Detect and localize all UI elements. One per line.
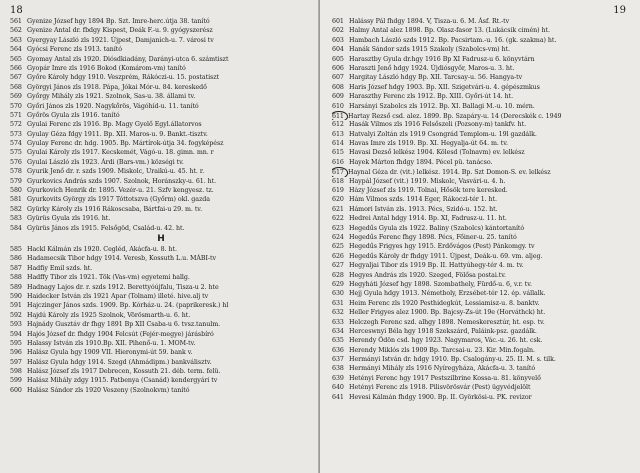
- list-item: [10, 348, 312, 357]
- entry-number: 625: [332, 243, 344, 251]
- entry-text: Hajnády Gusztáv dr fhgy 1891 Bp XII Csaba-u 6. tvsz.tanulm.: [27, 321, 221, 329]
- entry-number: 614: [332, 140, 344, 148]
- entry-text: Hajczinger János szds. 1909. Bp. Kórház-u. 24. (paprikeresk.) hl: [27, 302, 229, 310]
- entry-text: Gyurkovics András szds 1907. Szolnok, Horánszky-u. 61. ht.: [27, 177, 217, 185]
- entry-text: Gyulai Ferenc zls 1916. Bp. Magy Gyelő Egyl.állatorvos: [27, 121, 202, 129]
- entry-text: Halász József zls 1917 Debrecen, Kossuth 21. déb. term. felü.: [27, 368, 221, 376]
- list-item: [10, 177, 312, 186]
- entry-text: Hajós József dr. fhdgy 1904 Felcsút (Fejér-megye) járásbíró: [27, 330, 214, 338]
- list-item: [332, 242, 632, 251]
- list-item: [10, 301, 312, 310]
- entry-text: Győri János zls 1920. Nagykőrös, Vágóhíd-u. 11. tanító: [27, 102, 199, 110]
- entry-text: Haidecker István zls 1921 Apar (Tolnam) illeté. hive.alj tv: [27, 292, 209, 300]
- entry-text: Hegedűs Károly dr fhdgy 1911. Újpest, Deák-u. 69. vm. aljeg.: [349, 252, 543, 260]
- page-number-right: 19: [613, 5, 626, 16]
- list-item: [10, 386, 312, 395]
- page-number-left: 18: [10, 5, 23, 16]
- list-item: [332, 214, 632, 223]
- entry-number: 596: [10, 349, 22, 357]
- entry-text: Hámori István zls. 1913. Pécs, Szidó-u. 152. ht.: [349, 205, 498, 213]
- entry-number: 561: [10, 18, 22, 25]
- entry-text: Gyulay Ferenc dr. hdg. 1905. Bp. Mártírok-útja 34. fogyképész: [27, 140, 224, 148]
- list-item: [10, 45, 312, 54]
- entry-number: 601: [332, 18, 344, 25]
- entry-text: Halassy István zls 1910.Bp. XII. Pihenő-u. 1. MOM-tv.: [27, 339, 196, 347]
- list-item: [332, 308, 632, 317]
- list-item: [332, 374, 632, 383]
- list-item: [332, 139, 632, 148]
- entry-text: Gyulay Géza fdgy 1911. Bp. XII. Maros-u. 9. Bankt.-tisztv.: [27, 130, 208, 138]
- list-item: [10, 83, 312, 92]
- entry-number: 573: [10, 130, 22, 138]
- entry-text: Hadffy Tibor zls 1921. Tök (Vas-vm) egyetemi hallg.: [27, 274, 190, 282]
- entry-number: 563: [10, 36, 22, 44]
- entry-text: Heim Ferenc zls 1920 Pesthidegkút, Lessiamisz-u. 8. banktv.: [349, 299, 540, 307]
- entry-text: Haynal Géza dr. (vit.) lelkész. 1914. Bp. Szt Domon-S. ev. lelkész: [348, 169, 551, 177]
- entry-text: Györgyi János zls 1918. Pápa, Jókai Mór-u. 84. kereskedő: [27, 83, 207, 91]
- entry-text: Hayek Márton fhdgy 1894. Pécel pü. tanácso.: [349, 158, 493, 166]
- entry-text: Havas Imre zls 1919. Bp. XI. Hegyalja-út 64. m. tv.: [349, 140, 508, 148]
- entry-number: 571: [10, 111, 22, 119]
- entry-number: 583: [10, 215, 22, 223]
- list-item: [10, 17, 312, 26]
- entry-number: 588: [10, 274, 22, 282]
- list-item: [332, 393, 632, 402]
- list-item: [332, 158, 632, 167]
- list-item: [332, 205, 632, 214]
- list-item: [10, 186, 312, 195]
- list-item: [332, 364, 632, 373]
- entry-text: Harasztby Gyula dr.hgy 1916 Bp XI Fadrusz-u 6. könyvtárn: [349, 55, 535, 63]
- entry-number: 633: [332, 318, 344, 326]
- entry-text: Gyenize József hgy 1894 Bp. Szt. Imre-herc.útja 38. tanító: [27, 18, 210, 25]
- list-item: [10, 283, 312, 292]
- entry-text: Halász Gyula hgy 1909 VII. Hieronymi-út 59. bank v.: [27, 349, 193, 357]
- entry-text: Hegyháti József hgy 1898. Szombathely, Fürdő-u. 6, v.r. tv.: [349, 280, 532, 288]
- entry-text: Hegedűs Gyula zls 1922. Baliny (Szabolcs) kántortanító: [349, 224, 525, 232]
- entry-number: 628: [332, 271, 344, 279]
- entry-text: Gyergyay László zls 1921. Újpest, Damjanich-u. 7. városi tv: [27, 36, 214, 44]
- list-item: [10, 55, 312, 64]
- entry-number: 591: [10, 302, 22, 310]
- list-item: [332, 271, 632, 280]
- entry-number: 616: [332, 158, 344, 166]
- list-item: [332, 233, 632, 242]
- list-item: [332, 346, 632, 355]
- entry-text: Hegyaljai Tibor zls 1919 Bp. II. Hattyúhegy-tér 4. m. tv.: [349, 262, 524, 270]
- list-item: [332, 64, 632, 73]
- entry-number: 578: [10, 168, 22, 176]
- entry-text: Házy József zls 1919. Tolnai, Hősök tere keresked.: [349, 187, 508, 195]
- entry-text: Hám Vilmos szds. 1914 Eger, Rákoczi-tér 1. ht.: [349, 196, 497, 204]
- list-item: [10, 254, 312, 263]
- list-item: [332, 83, 632, 92]
- entry-number: 597: [10, 358, 22, 366]
- entry-number: 624: [332, 233, 344, 241]
- entry-text: Hermányi István dr. hdgy 1910. Bp. Csalogány-u. 25. II. M. s. tilk.: [349, 356, 556, 364]
- list-item: [332, 299, 632, 308]
- list-item: [332, 336, 632, 345]
- entry-number: 565: [10, 55, 22, 63]
- list-item: [332, 355, 632, 364]
- entry-text: Hadfiy Emil szds. ht.: [27, 264, 93, 272]
- list-item: [332, 111, 632, 120]
- entry-text: Herendy Miklós zls 1909 Bp. Tarcsai-u. 23. Kir. Min.fogaln.: [349, 346, 535, 354]
- list-item: [10, 148, 312, 157]
- entry-text: Hadamecsik Tibor hdgy 1914. Veresb, Kossuth L.u. MÁBI-tv: [27, 255, 216, 263]
- entry-number: 638: [332, 365, 344, 373]
- entry-number: 634: [332, 327, 344, 335]
- entry-number: 574: [10, 140, 22, 148]
- list-item: [332, 289, 632, 298]
- list-item: [332, 55, 632, 64]
- entry-number: 610: [332, 102, 344, 110]
- list-item: [10, 214, 312, 223]
- entry-text: Halász Mihály zdgy 1915. Patbenya (Csanád) kendergyári tv: [27, 377, 218, 385]
- entry-number: 594: [10, 330, 22, 338]
- entry-number: 613: [332, 130, 344, 138]
- entry-number: 598: [10, 368, 22, 376]
- list-item: [332, 195, 632, 204]
- list-item: [332, 383, 632, 392]
- entry-number: 603: [332, 36, 344, 44]
- entry-number: 569: [10, 93, 22, 101]
- list-item: [332, 148, 632, 157]
- list-item: [10, 26, 312, 35]
- entry-number: 609: [332, 93, 344, 101]
- entry-text: Herendy Ödön csd. hgy 1923. Nagymaros, Vác.-u. 26. ht. csk.: [349, 337, 543, 345]
- entry-text: Hackl Kálmán zls 1920. Cegléd, Akácfa-u. 8. ht.: [27, 245, 177, 253]
- list-item: [10, 167, 312, 176]
- entry-number: 580: [10, 187, 22, 195]
- entry-number: 640: [332, 384, 344, 392]
- entry-text: Hambach László szds 1912. Bp. Pacsirtam.-u. 16. (gk. szakma) ht.: [349, 36, 557, 44]
- list-item: [332, 280, 632, 289]
- entry-text: Haris József hdgy 1903. Bp. XII. Szigetvári-u. 4. gépészmkus: [349, 83, 540, 91]
- list-item: [10, 92, 312, 101]
- entry-number: 605: [332, 55, 344, 63]
- entry-text: Helczegh Ferenc szd. alhgy 1898. Nemeskeresztúr, ht. esp. tv.: [349, 318, 545, 326]
- entry-number: 621: [332, 205, 344, 213]
- entry-text: Gyenize Antal dr. fbdgy Kispest, Deák F.-u. 9. gyógyszerész: [27, 27, 213, 35]
- entry-number: 608: [332, 83, 344, 91]
- list-item: [332, 224, 632, 233]
- entry-list-h: [10, 245, 312, 395]
- entry-number: 615: [332, 149, 344, 157]
- list-item: [332, 327, 632, 336]
- entry-number: 619: [332, 187, 344, 195]
- entry-text: Gyulai Károly zls 1917. Kecskemét, Vágó-u. 18. gimn. mn. r: [27, 149, 214, 157]
- entry-number: 611: [332, 111, 348, 120]
- entry-text: Hetényi Ferenc zls 1918. Pilisvörösvár (Pest) ügyvédjelölt: [349, 384, 531, 392]
- entry-text: Hermányi Mihály zls 1916 Nyíregyháza, Akácfa-u. 3. tanító: [349, 365, 536, 373]
- list-item: [332, 36, 632, 45]
- list-item: [10, 273, 312, 282]
- entry-number: 600: [10, 386, 22, 394]
- entry-number: 566: [10, 64, 22, 72]
- entry-number: 636: [332, 346, 344, 354]
- entry-text: Halász Gyula hdgy 1914. Szegd (Ahmádipm.) bankválisztv.: [27, 358, 212, 366]
- list-item: [10, 311, 312, 320]
- entry-text: Gyurik Jenő dr. r. szds 1909. Miskolc, Uraikú-u. 45. ht. r.: [27, 168, 205, 176]
- entry-text: Gyulai László zls 1923. Árdi (Bars-vm.) községi tv.: [27, 158, 184, 166]
- entry-number: 567: [10, 74, 22, 82]
- entry-text: Hajdú Károly zls 1925 Szolnok, Vörösmarth-u. 6. ht.: [27, 311, 191, 319]
- entry-number: 620: [332, 196, 344, 204]
- entry-number: 576: [10, 158, 22, 166]
- entry-text: Győrgy Mihály zls 1921. Szolnok, Sas-u. 38. állami tv.: [27, 93, 196, 101]
- list-item: [10, 330, 312, 339]
- entry-number: 584: [10, 224, 22, 232]
- entry-number: 595: [10, 339, 22, 347]
- entry-number: 617: [332, 167, 348, 176]
- entry-text: Gyopár Imre zls 1916 Bokod (Komárom-vm) tanító: [27, 64, 186, 72]
- list-item: [10, 320, 312, 329]
- entry-list-g: [10, 17, 312, 233]
- entry-text: Haraszti Jenő hdgy 1924. Újdiósgyőr, Maros-u. 3. ht.: [349, 64, 515, 72]
- entry-number: 575: [10, 149, 22, 157]
- list-item: [332, 26, 632, 35]
- list-item: [10, 130, 312, 139]
- entry-text: Halász Sándor zls 1920 Veszeny (Szolnokvm) tanító: [27, 386, 190, 394]
- list-item: [10, 367, 312, 376]
- entry-number: 590: [10, 292, 22, 300]
- entry-number: 641: [332, 393, 344, 401]
- list-item: [332, 167, 632, 176]
- list-item: [10, 224, 312, 233]
- list-item: [10, 245, 312, 254]
- entry-number: 582: [10, 205, 22, 213]
- list-item: [10, 205, 312, 214]
- entry-number: 585: [10, 245, 22, 253]
- entry-number: 606: [332, 64, 344, 72]
- entry-text: Hedrei Antal hdgy 1914. Bp. XI, Fadrusz-u. 11. ht.: [349, 215, 507, 223]
- entry-text: Gyurkovits György zls 1917 Tóttotszva (Győrm) okl. gazda: [27, 196, 210, 204]
- entry-text: Hegyes András zls 1920. Szeged, Fölősa postai.tv.: [349, 271, 506, 279]
- entry-number: 630: [332, 290, 344, 298]
- list-item: [332, 102, 632, 111]
- entry-number: 592: [10, 311, 22, 319]
- entry-number: 564: [10, 46, 22, 54]
- entry-text: Herceswnyi Béla hgy 1918 Szekszárd, Paláink-psz. gazdálk.: [349, 327, 537, 335]
- entry-text: Hegedűs Frigyes hgy 1915. Erdővágos (Pest) Pánkomgy. tv: [349, 243, 535, 251]
- entry-text: Haraszthy Ferenc zls 1912. Bp. XIII. Győri-út 14. ht.: [349, 93, 514, 101]
- entry-text: Hasák Vilmos zls 1916 Felsőszeli (Pozsony-m) tankfv. ht.: [349, 121, 527, 129]
- list-item: [332, 186, 632, 195]
- list-item: [10, 264, 312, 273]
- list-item: [10, 73, 312, 82]
- entry-number: 631: [332, 299, 344, 307]
- entry-text: Gyürüs János zls 1915. Felsőgöd, Család-u. 42. ht.: [27, 224, 185, 232]
- entry-text: Hanák Sándor szds 1915 Szakoly (Szabolcs-vm) ht.: [349, 46, 510, 54]
- list-item: [332, 261, 632, 270]
- entry-list-right: [332, 17, 632, 402]
- list-item: [10, 111, 312, 120]
- entry-number: 599: [10, 377, 22, 385]
- entry-text: Hetényi Ferenc hgy 1917 Pestszilbrine Kossa-u. 81. könyvelő: [349, 374, 541, 382]
- entry-number: 568: [10, 83, 22, 91]
- entry-text: Gyurkovich Henrik dr. 1895. Vezér-u. 21. Szfv kengyesz. tz.: [27, 187, 214, 195]
- entry-number: 623: [332, 224, 344, 232]
- entry-text: Hejj Gyula hdgy 1913. Németboly, Erzsébet-tér 12. ép. vállalk.: [349, 290, 546, 298]
- entry-text: Hevesi Kálmán fhdgy 1900. Bp. II. Györkösi-u. PK. revizor: [349, 393, 532, 401]
- entry-number: 562: [10, 27, 22, 35]
- list-item: [10, 376, 312, 385]
- entry-number: 604: [332, 46, 344, 54]
- entry-text: Halmy Antal alez 1898. Bp. Olasz-fasor 13. (Lukácsik cimén) ht.: [349, 27, 550, 35]
- list-item: [10, 339, 312, 348]
- entry-number: 587: [10, 264, 22, 272]
- list-item: [332, 73, 632, 82]
- entry-text: Hegedűs Ferenc fhgy 1898. Pécs, Főiner-u. 25. tanító: [349, 233, 517, 241]
- entry-text: Győre Károly hdgy 1910. Veszprém, Rákóczi-u. 15. postatiszt: [27, 74, 219, 82]
- entry-number: 612: [332, 121, 344, 129]
- list-item: [10, 120, 312, 129]
- list-item: [10, 64, 312, 73]
- entry-text: Gyomay Antal zls 1920. Diósdkiadány, Darányi-utca 6. számtiszt: [27, 55, 229, 63]
- entry-number: 570: [10, 102, 22, 110]
- entry-text: Hartay Rezső csd. alez. 1899. Bp. Szapáry-u. 14 (Derecskék c. 1949: [348, 112, 562, 120]
- entry-text: Gyürky Károly zls 1916 Rákoscsaba, Bártfai-u 29. m. tv.: [27, 205, 203, 213]
- entry-text: Győrös Gyula zls 1916. tanító: [27, 111, 120, 119]
- entry-number: 635: [332, 337, 344, 345]
- entry-number: 629: [332, 280, 344, 288]
- entry-number: 632: [332, 309, 344, 317]
- entry-number: 581: [10, 196, 22, 204]
- entry-number: 639: [332, 374, 344, 382]
- entry-number: 586: [10, 255, 22, 263]
- list-item: [10, 195, 312, 204]
- list-item: [332, 120, 632, 129]
- entry-number: 602: [332, 27, 344, 35]
- entry-text: Haypál József (vit.) 1919. Miskolc, Vasvári-u. 4. h.: [349, 177, 506, 185]
- entry-text: Havasi Dezső lelkész 1904. Kölesd (Tolnavm) ev. lelkész: [349, 149, 525, 157]
- list-item: [332, 130, 632, 139]
- entry-number: 593: [10, 321, 22, 329]
- entry-text: Gyürüs Gyula zls 1916. ht.: [27, 215, 111, 223]
- entry-number: 589: [10, 283, 22, 291]
- entry-number: 607: [332, 74, 344, 82]
- list-item: [332, 45, 632, 54]
- entry-number: 627: [332, 262, 344, 270]
- list-item: [332, 92, 632, 101]
- entry-number: 622: [332, 215, 344, 223]
- entry-number: 637: [332, 356, 344, 364]
- list-item: [332, 177, 632, 186]
- section-letter: H: [157, 233, 165, 244]
- entry-number: 626: [332, 252, 344, 260]
- entry-number: 572: [10, 121, 22, 129]
- list-item: [332, 318, 632, 327]
- list-item: [10, 358, 312, 367]
- right-page: [320, 0, 640, 473]
- list-item: [10, 36, 312, 45]
- entry-text: Halássy Pál fhdgy 1894. V, Tisza-u. 6. M. Ásf. Rt.-tv: [349, 18, 510, 25]
- entry-text: Hatvalyi Zoltán zls 1919 Csongrád Templom-u. 19l gazdálk.: [349, 130, 537, 138]
- list-item: [10, 102, 312, 111]
- entry-number: 579: [10, 177, 22, 185]
- entry-number: 618: [332, 177, 344, 185]
- entry-text: Gyócsi Ferenc zls 1913. tanító: [27, 46, 122, 54]
- entry-text: Harsányi Szabolcs zls 1912. Bp. XI. Ballagi M.-u. 10. mérn.: [349, 102, 535, 110]
- entry-text: Heller Frigyes alez 1900. Bp. Bajcsy-Zs-út 19e (Horváthck) ht.: [349, 309, 546, 317]
- entry-text: Hargitay László hdgy Bp. XII. Tarcsay-u. 56. Hangya-tv: [349, 74, 523, 82]
- list-item: [332, 252, 632, 261]
- list-item: [332, 17, 632, 26]
- list-item: [10, 158, 312, 167]
- list-item: [10, 292, 312, 301]
- list-item: [10, 139, 312, 148]
- entry-text: Hadnagy Lajos dr. r. szds 1912. Berettyóújfalu, Tisza-u 2. hte: [27, 283, 219, 291]
